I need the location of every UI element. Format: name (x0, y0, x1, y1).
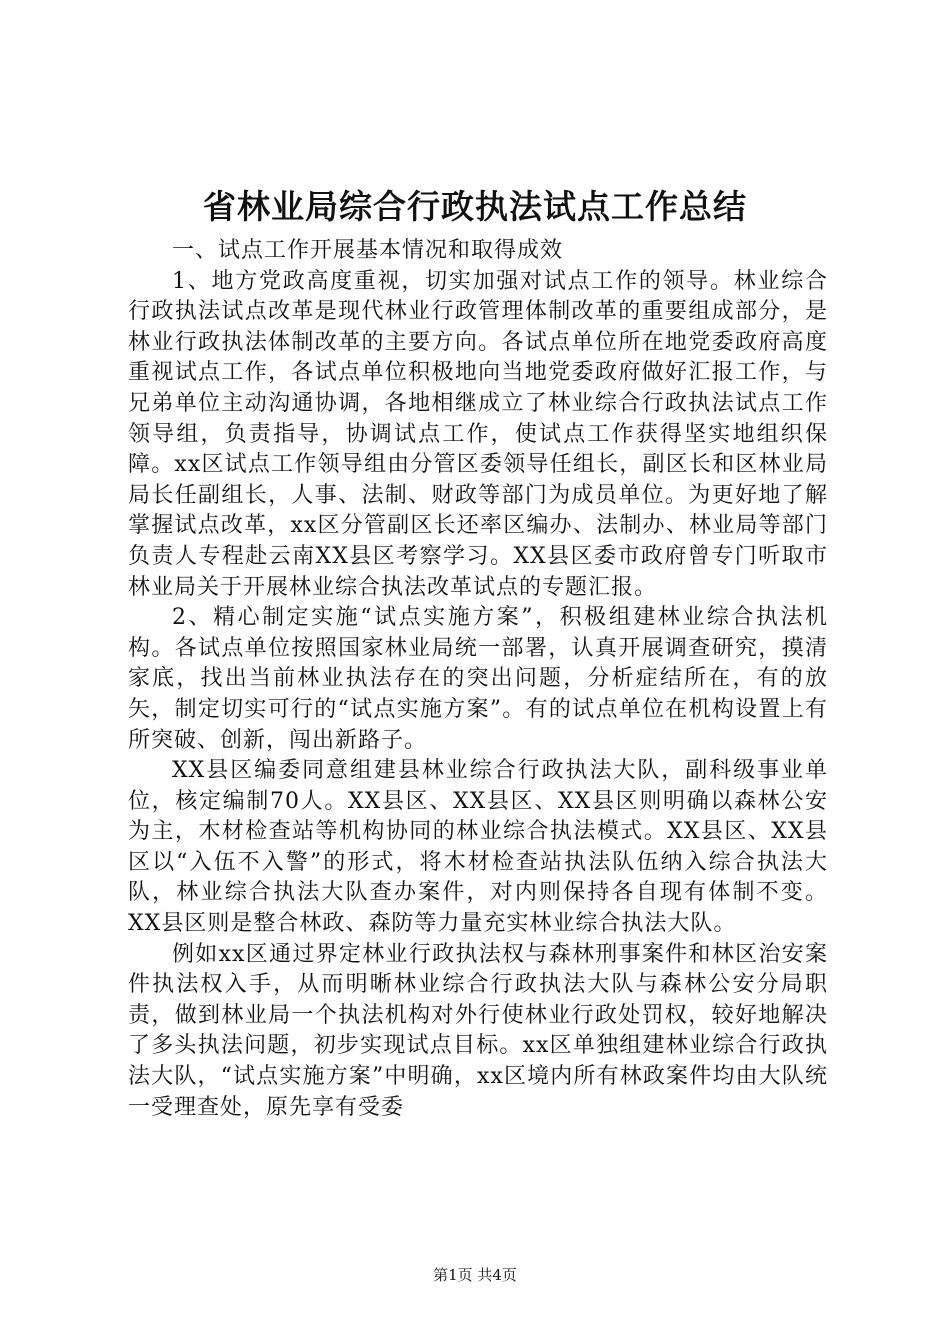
document-title: 省林业局综合行政执法试点工作总结 (203, 187, 747, 226)
paragraph: XX县区编委同意组建县林业综合行政执法大队，副科级事业单位，核定编制70人。XX县区、XX县区、XX县区则明确以森林公安为主，木材检查站等机构协同的林业综合执法模式。XX县区、XX县区以“入伍不入警”的形式，将木材检查站执法队伍纳入综合执法大队，林业综合执法大队查办案件，对内则保持各自现有体制不变。XX县区则是整合林政、森防等力量充实林业综合执法大队。 (128, 758, 828, 937)
section-heading: 一、试点工作开展基本情况和取得成效 (172, 238, 564, 263)
document-body (128, 236, 828, 1123)
page-number-footer: 第1页 共4页 (433, 1266, 517, 1284)
paragraph: 1、地方党政高度重视，切实加强对试点工作的领导。林业综合行政执法试点改革是现代林业行政管理体制改革的重要组成部分，是林业行政执法体制改革的主要方向。各试点单位所在地党委政府高度重视试点工作，各试点单位积极地向当地党委政府做好汇报工作，与兄弟单位主动沟通协调，各地相继成立了林业综合行政执法试点工作领导组，负责指导，协调试点工作，使试点工作获得坚实地组织保障。xx区试点工作领导组由分管区委领导任组长，副区长和区林业局局长任副组长，人事、法制、财政等部门为成员单位。为更好地了解掌握试点改革，xx区分管副区长还率区编办、法制办、林业局等部门负责人专程赴云南XX县区考察学习。XX县区委市政府曾专门听取市林业局关于开展林业综合执法改革试点的专题汇报。 (128, 268, 828, 600)
paragraph: 例如xx区通过界定林业行政执法权与森林刑事案件和林区治安案件执法权入手，从而明晰林业综合行政执法大队与森林公安分局职责，做到林业局一个执法机构对外行使林业行政处罚权，较好地解决了多头执法问题，初步实现试点目标。xx区单独组建林业综合行政执法大队，“试点实施方案”中明确，xx区境内所有林政案件均由大队统一受理查处，原先享有受委 (128, 941, 828, 1120)
paragraph: 2、精心制定实施“试点实施方案”，积极组建林业综合执法机构。各试点单位按照国家林业局统一部署，认真开展调查研究，摸清家底，找出当前林业执法存在的突出问题，分析症结所在，有的放矢，制定切实可行的“试点实施方案”。有的试点单位在机构设置上有所突破、创新，闯出新路子。 (128, 605, 828, 753)
